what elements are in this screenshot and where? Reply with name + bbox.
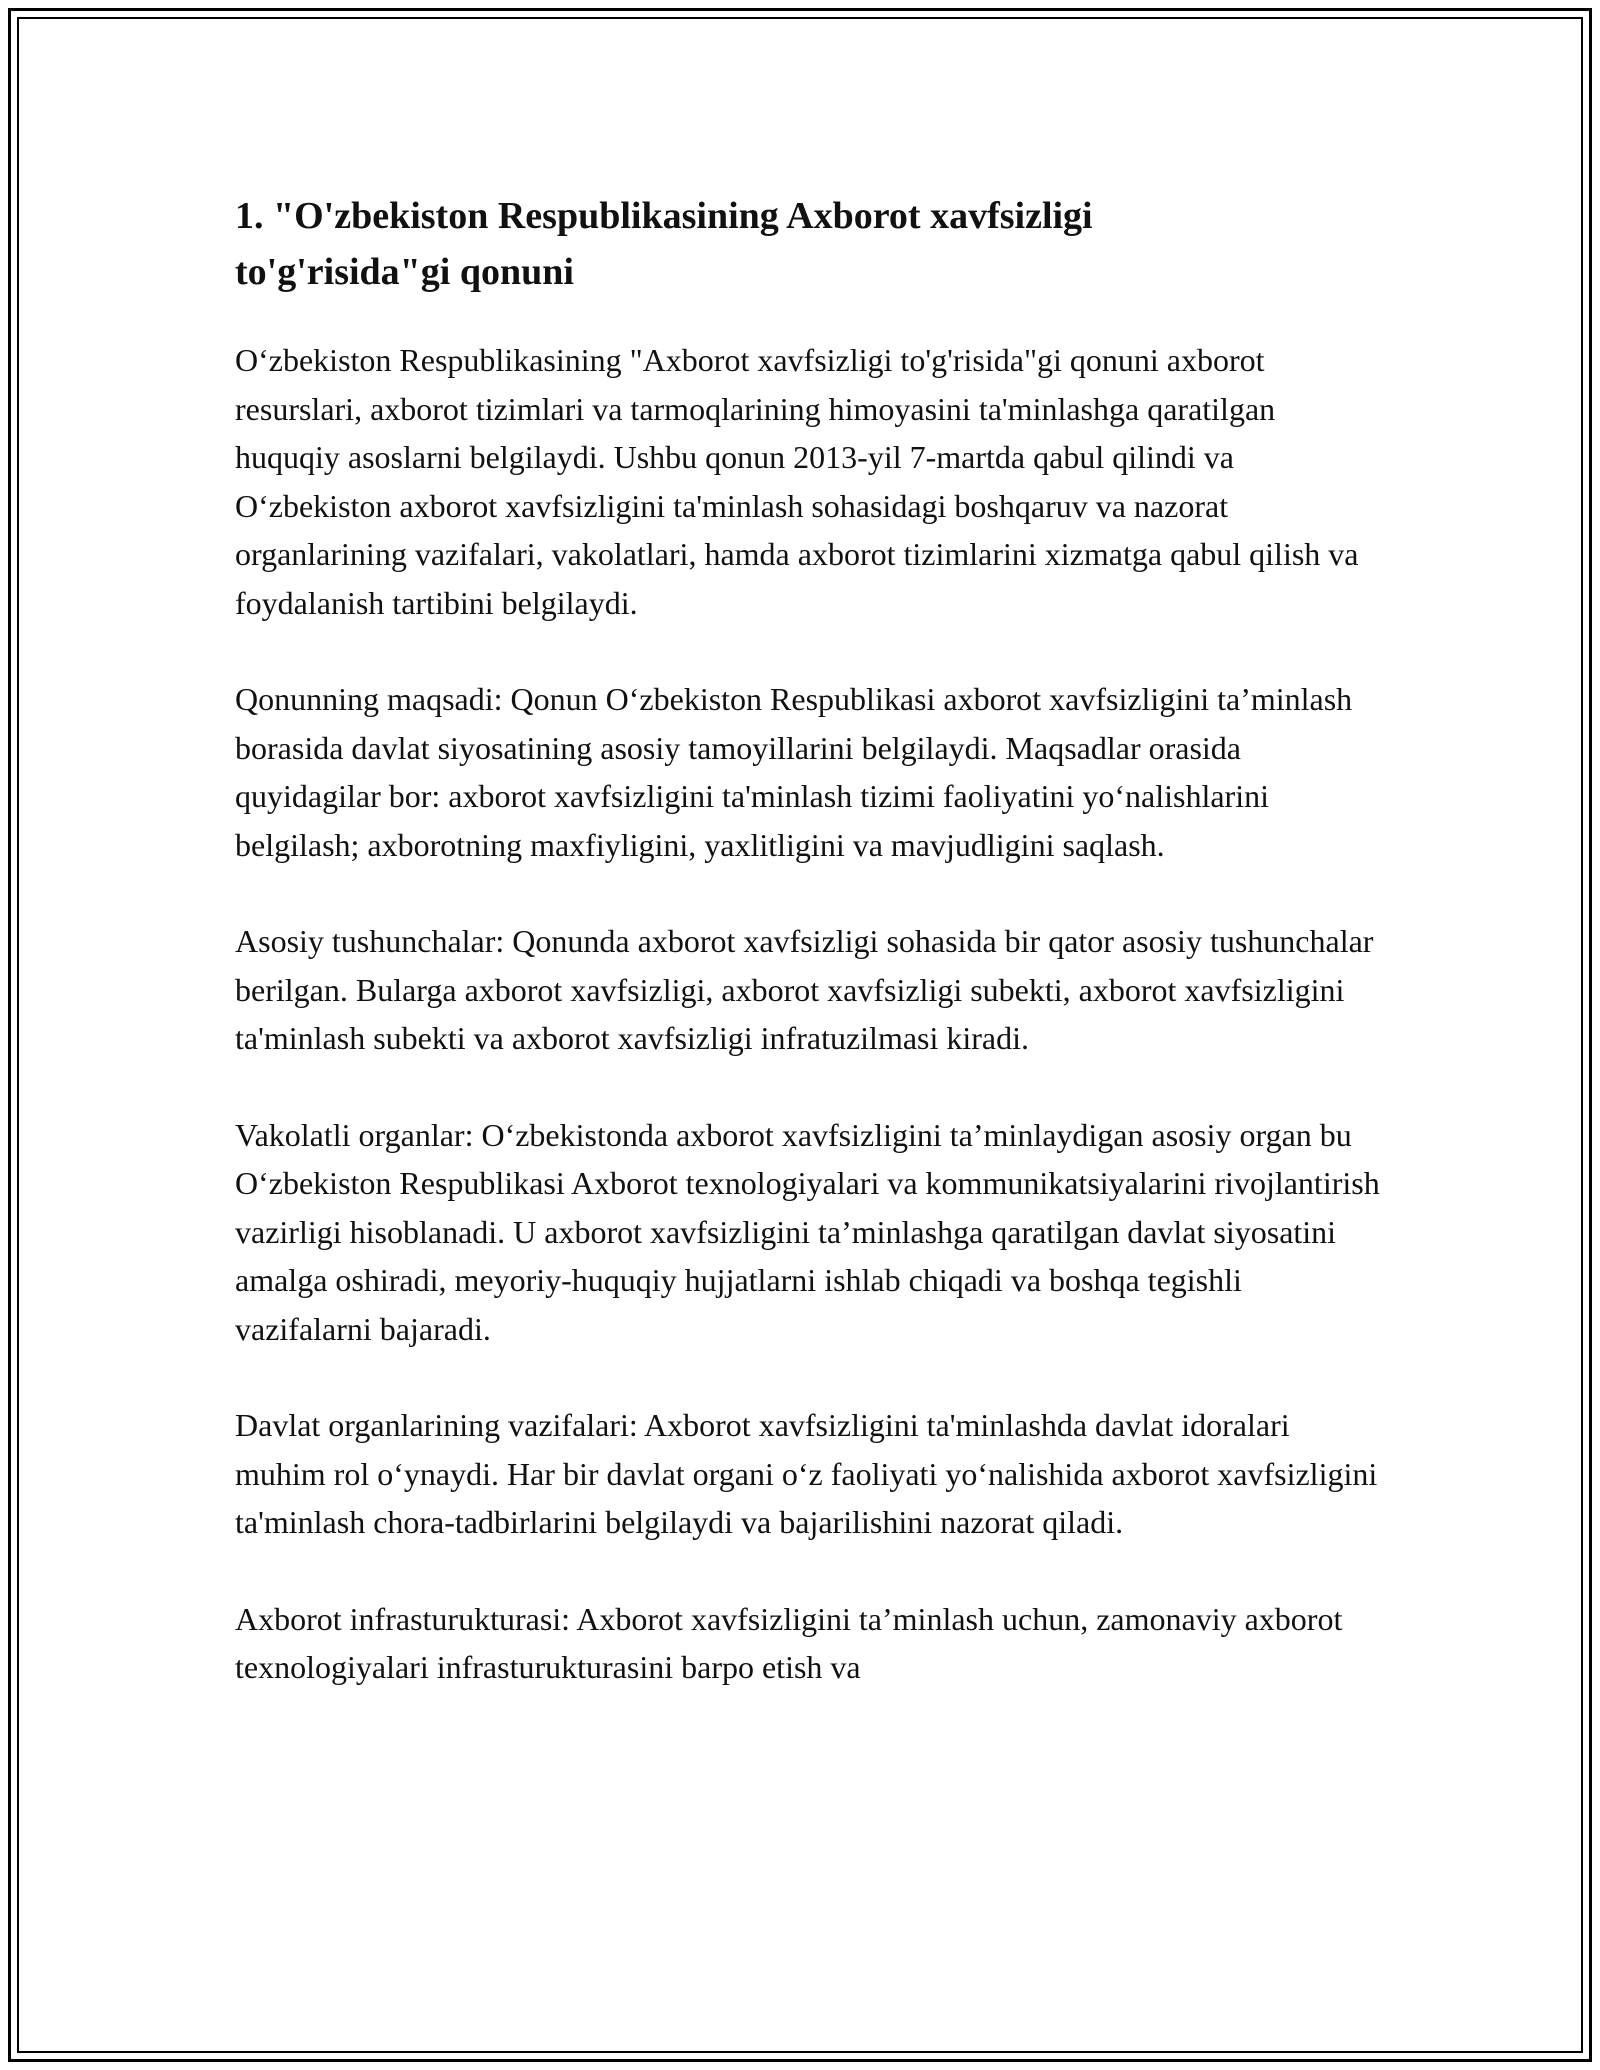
- paragraph-purpose: Qonunning maqsadi: Qonun O‘zbekiston Respublikasi axborot xavfsizligini ta’minlash borasida davlat siyosatining asosiy tamoyillarini belgilaydi. Maqsadlar orasida quyidagilar bor: axborot xavfsizligini ta'minlash tizimi faoliyatini yo‘nalishlarini belgilash; axborotning maxfiyligini, yaxlitligini va mavjudligini saqlash.: [235, 681, 1353, 863]
- paragraph-key-concepts: Asosiy tushunchalar: Qonunda axborot xavfsizligi sohasida bir qator asosiy tushunchalar berilgan. Bularga axborot xavfsizligi, axborot xavfsizligi subekti, axborot xavfsizligini ta'minlash subekti va axborot xavfsizligi infratuzilmasi kiradi.: [235, 923, 1374, 1056]
- paragraph-introduction: O‘zbekiston Respublikasining "Axborot xavfsizligi to'g'risida"gi qonuni axborot resurslari, axborot tizimlari va tarmoqlarining himoyasini ta'minlashga qaratilgan huquqiy asoslarni belgilaydi. Ushbu qonun 2013-yil 7-martda qabul qilindi va O‘zbekiston axborot xavfsizligini ta'minlash sohasidagi boshqaruv va nazorat organlarining vazifalari, vakolatlari, hamda axborot tizimlarini xizmatga qabul qilish va foydalanish tartibini belgilaydi.: [235, 342, 1359, 621]
- document-page: [235, 188, 1385, 1740]
- paragraph-infrastructure: Axborot infrasturukturasi: Axborot xavfsizligini ta’minlash uchun, zamonaviy axborot texnologiyalari infrasturukturasini barpo etish va: [235, 1600, 1343, 1685]
- paragraph-authorized-bodies: Vakolatli organlar: O‘zbekistonda axborot xavfsizligini ta’minlaydigan asosiy organ bu O‘zbekiston Respublikasi Axborot texnologiyalari va kommunikatsiyalarini rivojlantirish vazirligi hisoblanadi. U axborot xavfsizligini ta’minlashga qaratilgan davlat siyosatini amalga oshiradi, meyoriy-huquqiy hujjatlarni ishlab chiqadi va boshqa tegishli vazifalarni bajaradi.: [235, 1116, 1380, 1347]
- document-title: 1. "O'zbekiston Respublikasining Axborot xavfsizligi to'g'risida"gi qonuni: [235, 195, 1093, 293]
- paragraph-state-bodies-duties: Davlat organlarining vazifalari: Axborot xavfsizligini ta'minlashda davlat idoralari muhim rol o‘ynaydi. Har bir davlat organi o‘z faoliyati yo‘nalishida axborot xavfsizligini ta'minlash chora-tadbirlarini belgilaydi va bajarilishini nazorat qiladi.: [235, 1407, 1378, 1540]
